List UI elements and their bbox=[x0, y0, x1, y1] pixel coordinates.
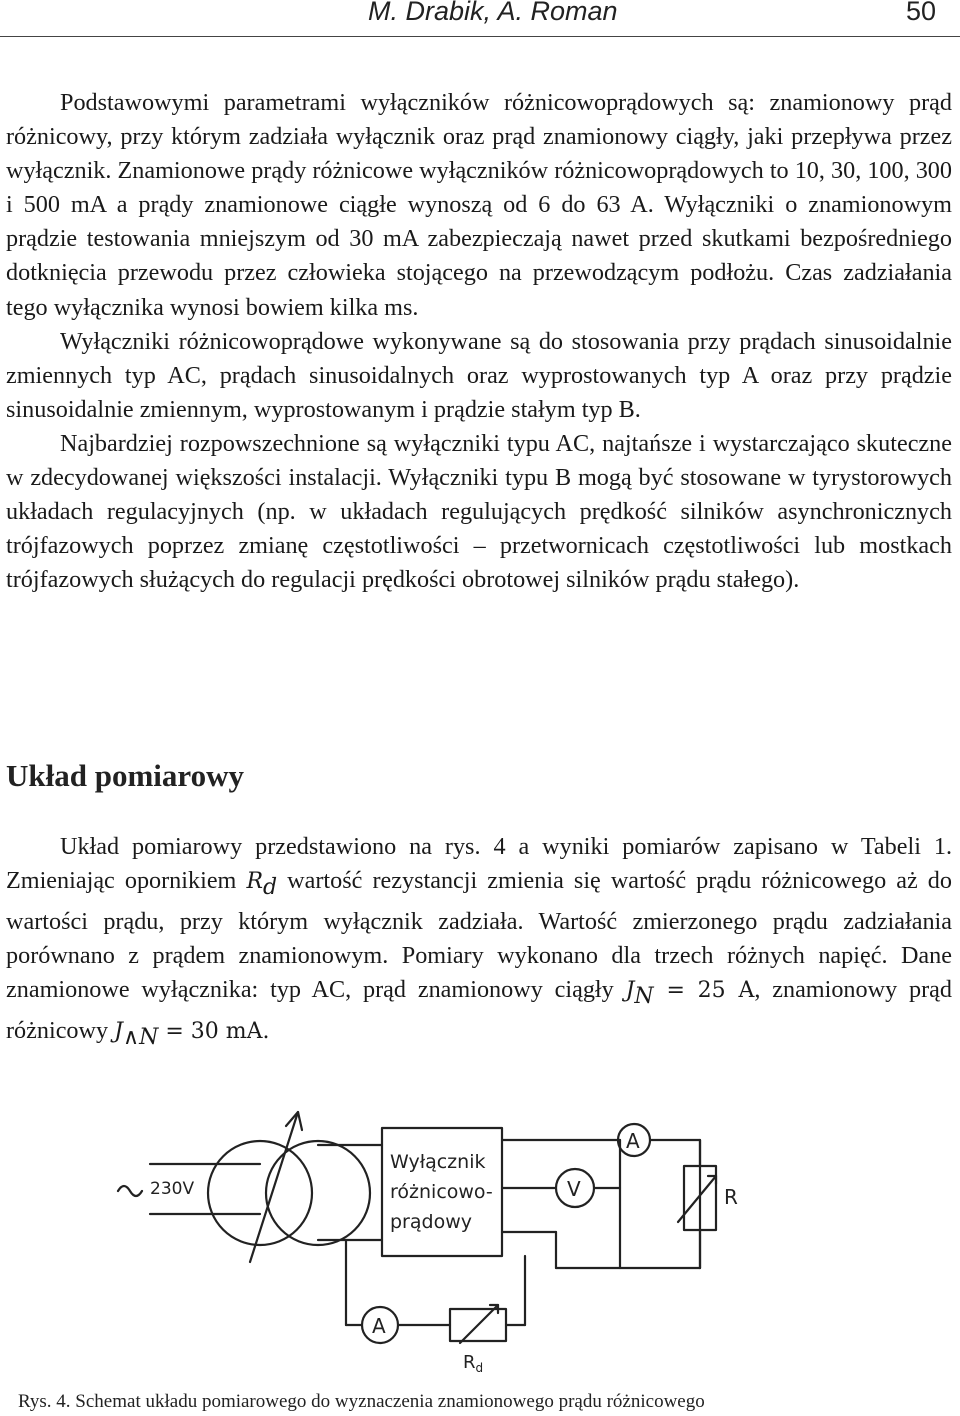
rd-label bbox=[463, 1352, 483, 1375]
ac-source-symbol bbox=[118, 1186, 142, 1196]
rd-symbol: R bbox=[246, 869, 264, 895]
paragraph: Najbardziej rozpowszechnione są wyłączniki typu AC, najtańsze i wystarczająco skuteczne w zdecydowanej większości instalacji. Wyłączniki typu B mogą być stosowane w tyrystorowych układach regulacyjnych (np. w układach regulujących prędkość silników asynchronicznych trójfazowych poprzez zmianę częstotliwości – przetwornicach częstotliwości lub mostkach trójfazowych służących do regulacji prędkości obrotowej silników prądu stałego). bbox=[6, 429, 952, 594]
rd-subscript: d bbox=[263, 874, 278, 900]
jdn-subscript: ∧N bbox=[122, 1024, 159, 1050]
rd-label-main: R bbox=[463, 1352, 476, 1373]
transformer-coil-right bbox=[266, 1141, 370, 1245]
page-number: 50 bbox=[905, 0, 936, 26]
paragraph bbox=[6, 830, 952, 1055]
page-header bbox=[0, 0, 960, 37]
breaker-label-line3: prądowy bbox=[390, 1211, 472, 1233]
header-authors: M. Drabik, A. Roman bbox=[368, 0, 618, 26]
jn-value: = 25 A bbox=[653, 978, 755, 1004]
intro-text bbox=[6, 86, 952, 597]
jdn-symbol: J bbox=[114, 1019, 123, 1045]
jdn-value: = 30 mA. bbox=[158, 1019, 270, 1045]
resistor-label: R bbox=[724, 1185, 738, 1209]
text-run: Układ pomiarowy przedstawiono na rys. 4 a wyniki pomiarów zapisano w Tabeli 1. Zmieniając opornikiem bbox=[6, 833, 952, 895]
source-label: 230V bbox=[150, 1179, 195, 1199]
ammeter-top-label: A bbox=[626, 1129, 640, 1153]
paragraph: Podstawowymi parametrami wyłączników różnicowoprądowych są: znamionowy prąd różnicowy, przy którym zadziała wyłącznik oraz prąd znamionowy ciągły, jaki przepływa przez wyłącznik. Znamionowe prądy różnicowe wyłączników różnicowoprądowych to 10, 30, 100, 300 i 500 mA a prądy znamionowe ciągłe wynoszą od 6 do 63 A. Wyłączniki o znamionowym prądzie testowania mniejszym od 30 mA zabezpieczają nawet przed skutkami bezpośredniego dotknięcia przewodu przez człowieka stojącego na przewodzącym podłożu. Czas zadziałania tego wyłącznika wynosi bowiem kilka ms. bbox=[6, 89, 952, 321]
breaker-label-line1: Wyłącznik bbox=[390, 1151, 486, 1173]
jn-subscript: N bbox=[634, 984, 654, 1010]
breaker-label-line2: różnicowo- bbox=[390, 1181, 493, 1203]
variable-arrow bbox=[250, 1112, 298, 1262]
jn-symbol: J bbox=[625, 978, 635, 1004]
section-heading: Układ pomiarowy bbox=[6, 758, 244, 793]
circuit-diagram bbox=[100, 1100, 780, 1380]
rd-label-sub: d bbox=[475, 1361, 484, 1375]
ammeter-bottom-label: A bbox=[372, 1314, 386, 1338]
paragraph: Wyłączniki różnicowoprądowe wykonywane są do stosowania przy prądach sinusoidalnie zmiennych typ AC, prądach sinusoidalnych oraz wyprostowanych typ A oraz przy prądzie sinusoidalnie zmiennym, wyprostowanym i prądzie stałym typ B. bbox=[6, 327, 952, 423]
section-text bbox=[6, 830, 952, 1055]
text-run: wartość rezystancji zmienia się wartość prądu różnicowego aż do wartości prądu, przy którym wyłącznik zadziała. Wartość zmierzonego prądu zadziałania porównano z prądem znamionowym. Pomiary wykonano dla trzech różnych napięć. Dane znamionowe wyłącznika: typ AC, prąd znamionowy ciągły bbox=[6, 867, 952, 1004]
text-run: , znamionowy prąd różnicowy bbox=[6, 976, 952, 1045]
voltmeter-label: V bbox=[567, 1177, 581, 1201]
figure-caption: Rys. 4. Schemat układu pomiarowego do wyznaczenia znamionowego prądu różnicowego bbox=[18, 1391, 705, 1412]
